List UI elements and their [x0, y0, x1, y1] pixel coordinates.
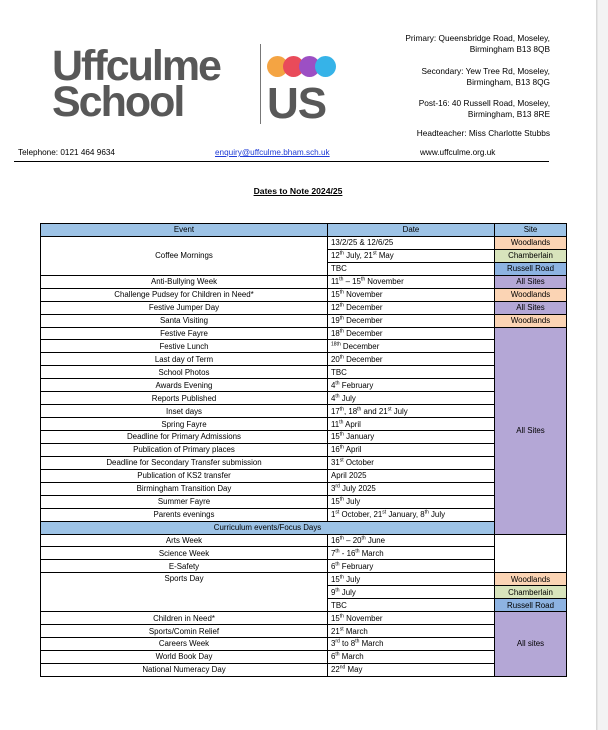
table-row	[41, 469, 567, 482]
date-cell: 12th July, 21st May	[328, 249, 495, 262]
event-cell: Festive Lunch	[41, 340, 328, 353]
website: www.uffculme.org.uk	[420, 148, 496, 157]
table-row	[41, 327, 567, 340]
date-cell: 19th December	[328, 314, 495, 327]
headteacher: Headteacher: Miss Charlotte Stubbs	[416, 128, 550, 138]
logo-word-school: School	[52, 78, 184, 126]
event-cell: Deadline for Primary Admissions	[41, 431, 328, 444]
email-link[interactable]: enquiry@uffculme.bham.sch.uk	[215, 148, 330, 157]
date-cell: TBC	[328, 599, 495, 612]
address-post16-line1: Post-16: 40 Russell Road, Moseley,	[418, 98, 550, 108]
table-row	[41, 405, 567, 418]
event-cell: Challenge Pudsey for Children in Need*	[41, 288, 328, 301]
table-row	[41, 392, 567, 405]
date-cell: 15th July	[328, 495, 495, 508]
site-cell: Woodlands	[495, 288, 567, 301]
table-row	[41, 573, 567, 586]
table-row	[41, 379, 567, 392]
site-cell: All Sites	[495, 327, 567, 534]
table-row	[41, 560, 567, 573]
table-header-row	[41, 224, 567, 237]
address-primary-line1: Primary: Queensbridge Road, Moseley,	[405, 33, 550, 43]
site-cell: Woodlands	[495, 314, 567, 327]
date-cell: 7th - 16th March	[328, 547, 495, 560]
event-cell: Last day of Term	[41, 353, 328, 366]
address-primary	[405, 33, 550, 54]
address-primary-line2: Birmingham B13 8QB	[469, 43, 550, 54]
event-cell: Inset days	[41, 405, 328, 418]
header-event: Event	[41, 224, 328, 237]
address-post16-line2: Birmingham, B13 8RE	[467, 108, 550, 119]
address-post16	[419, 98, 550, 119]
event-cell: Anti-Bullying Week	[41, 275, 328, 288]
address-secondary	[421, 66, 550, 87]
date-cell: TBC	[328, 366, 495, 379]
address-secondary-line2: Birmingham, B13 8QG	[466, 76, 550, 87]
date-cell: $^{18th}$ December	[328, 340, 495, 353]
date-cell: 12th December	[328, 301, 495, 314]
event-cell: Children in Need*	[41, 612, 328, 625]
date-cell: 6th February	[328, 560, 495, 573]
date-cell: 4th July	[328, 392, 495, 405]
table-row	[41, 638, 567, 651]
table-row	[41, 456, 567, 469]
table-row	[41, 625, 567, 638]
event-cell: Spring Fayre	[41, 418, 328, 431]
event-cell: School Photos	[41, 366, 328, 379]
event-cell: Birmingham Transition Day	[41, 482, 328, 495]
site-cell: All Sites	[495, 275, 567, 288]
event-cell: Reports Published	[41, 392, 328, 405]
event-cell: World Book Day	[41, 650, 328, 663]
event-cell: Science Week	[41, 547, 328, 560]
logo-divider	[260, 44, 261, 124]
event-cell: Coffee Mornings	[41, 236, 328, 275]
site-cell: Chamberlain	[495, 586, 567, 599]
event-cell: E-Safety	[41, 560, 328, 573]
table-row	[41, 482, 567, 495]
date-cell: 9th July	[328, 586, 495, 599]
event-cell: National Numeracy Day	[41, 663, 328, 676]
event-cell: Awards Evening	[41, 379, 328, 392]
event-cell: Publication of KS2 transfer	[41, 469, 328, 482]
telephone: Telephone: 0121 464 9634	[18, 148, 115, 157]
date-cell: 21st March	[328, 625, 495, 638]
table-row	[41, 508, 567, 521]
date-cell: 15th July	[328, 573, 495, 586]
event-cell: Careers Week	[41, 638, 328, 651]
header-site: Site	[495, 224, 567, 237]
section-header: Curriculum events/Focus Days	[41, 521, 495, 534]
table-row	[41, 663, 567, 676]
event-cell: Summer Fayre	[41, 495, 328, 508]
event-cell: Sports/Comin Relief	[41, 625, 328, 638]
table-row	[41, 314, 567, 327]
logo-dot-blue	[315, 56, 336, 77]
table-row	[41, 612, 567, 625]
site-cell: Russell Road	[495, 599, 567, 612]
table-row	[41, 288, 567, 301]
table-row	[41, 431, 567, 444]
logo-word-us: US	[267, 79, 327, 128]
date-cell: 6th March	[328, 650, 495, 663]
date-cell: 31st October	[328, 456, 495, 469]
table-row	[41, 418, 567, 431]
event-cell: Festive Fayre	[41, 327, 328, 340]
school-logo	[52, 42, 352, 128]
header-date: Date	[328, 224, 495, 237]
table-row	[41, 275, 567, 288]
date-cell: 18th December	[328, 327, 495, 340]
date-cell: 16th April	[328, 443, 495, 456]
event-cell: Arts Week	[41, 534, 328, 547]
table-row	[41, 650, 567, 663]
document-title: Dates to Note 2024/25	[253, 186, 343, 196]
date-cell: 4th February	[328, 379, 495, 392]
date-cell: 15th January	[328, 431, 495, 444]
table-row	[41, 495, 567, 508]
site-cell: Chamberlain	[495, 249, 567, 262]
date-cell: 16th – 20th June	[328, 534, 495, 547]
date-cell: 3rd July 2025	[328, 482, 495, 495]
event-cell: Parents evenings	[41, 508, 328, 521]
table-row	[41, 301, 567, 314]
date-cell: April 2025	[328, 469, 495, 482]
date-cell: 17th, 18th and 21st July	[328, 405, 495, 418]
table-row	[41, 366, 567, 379]
table-row	[41, 340, 567, 353]
date-cell: 11th April	[328, 418, 495, 431]
logo-word-uffculme: Uffculme	[52, 42, 220, 90]
date-cell: 11th – 15th November	[328, 275, 495, 288]
date-cell: 1st October, 21st January, 8th July	[328, 508, 495, 521]
site-cell: Woodlands	[495, 573, 567, 586]
table-row	[41, 547, 567, 560]
date-cell: 15th November	[328, 612, 495, 625]
site-cell: All Sites	[495, 301, 567, 314]
event-cell: Santa Visiting	[41, 314, 328, 327]
site-cell: Woodlands	[495, 236, 567, 249]
dates-table	[40, 223, 567, 677]
site-cell: Russell Road	[495, 262, 567, 275]
date-cell: 13/2/25 & 12/6/25	[328, 236, 495, 249]
date-cell: 15th November	[328, 288, 495, 301]
date-cell: 22nd May	[328, 663, 495, 676]
table-row	[41, 443, 567, 456]
date-cell: 3rd to 8th March	[328, 638, 495, 651]
event-cell: Festive Jumper Day	[41, 301, 328, 314]
table-row	[41, 236, 567, 249]
date-cell: TBC	[328, 262, 495, 275]
address-secondary-line1: Secondary: Yew Tree Rd, Moseley,	[421, 66, 550, 76]
date-cell: 20th December	[328, 353, 495, 366]
event-cell: Deadline for Secondary Transfer submission	[41, 456, 328, 469]
event-cell: Publication of Primary places	[41, 443, 328, 456]
table-row	[41, 353, 567, 366]
table-row	[41, 534, 567, 547]
site-cell: All sites	[495, 612, 567, 677]
event-cell: Sports Day	[41, 573, 328, 612]
section-row	[41, 521, 567, 534]
header-rule	[14, 161, 549, 162]
